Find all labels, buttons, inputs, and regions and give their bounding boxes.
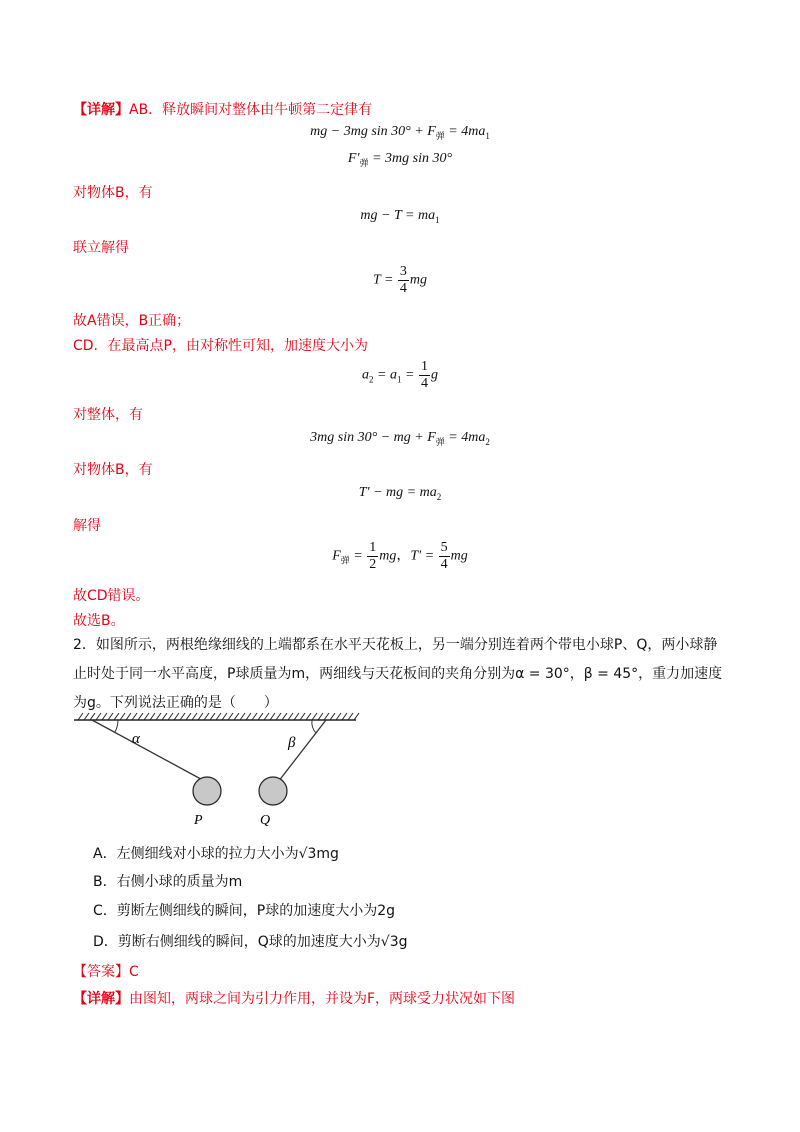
ceiling (74, 713, 359, 720)
ceiling-hatch-mark (78, 713, 83, 720)
equation-6: 3mg sin 30° − mg + $F_弹 = 4ma_2$ (310, 430, 490, 447)
question-2-stem (73, 631, 733, 718)
equation-5: $a_2 = a_1$ = $\frac{1}{4}$ g (362, 359, 438, 391)
text-solve-2: 解得 (73, 518, 101, 534)
beta-label: β (288, 735, 296, 751)
text-object-b-2: 对物体B，有 (73, 462, 153, 478)
ceiling-hatch-mark (258, 713, 263, 720)
equation-2: $F'_弹 = 3mg$ sin 30° (347, 151, 453, 168)
equation-3: mg − $T = ma_1$ (360, 208, 440, 225)
ceiling-hatch-mark (114, 713, 119, 720)
option-d: D．剪断右侧细线的瞬间，Q球的加速度大小为√3g (93, 934, 408, 950)
ceiling-hatch-mark (252, 713, 257, 720)
ceiling-hatch-mark (144, 713, 149, 720)
ceiling-hatch-mark (138, 713, 143, 720)
ceiling-hatch-mark (192, 713, 197, 720)
ceiling-hatch-mark (342, 713, 347, 720)
ceiling-hatch-mark (336, 713, 341, 720)
text-cd-wrong: 故CD错误。 (73, 588, 150, 604)
ceiling-hatch-mark (90, 713, 95, 720)
ceiling-hatch-mark (120, 713, 125, 720)
ceiling-hatch-mark (132, 713, 137, 720)
ceiling-hatch-mark (84, 713, 89, 720)
equation-1: mg − 3mg $\sin 30^\circ + F_弹 = 4ma_1$ (310, 124, 490, 141)
label-p: P (194, 813, 203, 827)
ceiling-hatch-mark (294, 713, 299, 720)
ceiling-hatch-mark (150, 713, 155, 720)
beta-arc (312, 720, 316, 733)
ceiling-hatch-mark (300, 713, 305, 720)
ceiling-hatch-mark (354, 713, 359, 720)
ceiling-hatch-mark (210, 713, 215, 720)
pendulum-figure (74, 712, 364, 827)
answer-line: 【答案】C (73, 964, 139, 980)
ceiling-hatch-mark (204, 713, 209, 720)
text-whole: 对整体，有 (73, 407, 143, 423)
ceiling-hatch-mark (324, 713, 329, 720)
ceiling-hatch-mark (246, 713, 251, 720)
ceiling-hatch-mark (102, 713, 107, 720)
text-a-wrong-b-right: 故A错误，B正确； (73, 313, 191, 329)
ceiling-hatch-mark (228, 713, 233, 720)
alpha-label: α (132, 731, 140, 747)
ceiling-hatch-mark (276, 713, 281, 720)
left-thread (92, 720, 210, 784)
text-cd-highest-point: CD．在最高点P，由对称性可知，加速度大小为 (73, 338, 368, 354)
ball-p (193, 777, 221, 805)
text-object-b-1: 对物体B，有 (73, 185, 153, 201)
text-choose-b: 故选B。 (73, 613, 125, 629)
ceiling-hatch-mark (108, 713, 113, 720)
ceiling-hatch-mark (264, 713, 269, 720)
ceiling-hatch-mark (216, 713, 221, 720)
detail-line: 【详解】由图知，两球之间为引力作用，并设为F，两球受力状况如下图 (73, 991, 516, 1007)
ceiling-hatch-mark (234, 713, 239, 720)
ceiling-hatch-mark (306, 713, 311, 720)
ceiling-hatch-mark (162, 713, 167, 720)
ceiling-hatch-mark (180, 713, 185, 720)
ceiling-hatch-mark (348, 713, 353, 720)
ceiling-hatch-mark (126, 713, 131, 720)
equation-7: T′ − mg = $ma_2$ (358, 485, 442, 502)
equation-4: T = $\frac{3}{4}$ mg (372, 264, 428, 296)
option-a: A．左侧细线对小球的拉力大小为√3mg (93, 846, 339, 862)
right-thread (278, 720, 326, 782)
ceiling-hatch-mark (282, 713, 287, 720)
solution-heading: 【详解】AB．释放瞬间对整体由牛顿第二定律有 (73, 102, 373, 118)
question-2-line-3: 为g。下列说法正确的是（ ） (73, 695, 278, 711)
ceiling-hatch-mark (168, 713, 173, 720)
ceiling-hatch-mark (174, 713, 179, 720)
option-c: C．剪断左侧细线的瞬间，P球的加速度大小为2g (93, 903, 396, 919)
ceiling-hatch-mark (198, 713, 203, 720)
question-2-line-2: 止时处于同一水平高度，P球质量为m，两细线与天花板间的夹角分别为α = 30°，β = 45°，重力加速度 (73, 666, 723, 682)
ceiling-hatch-mark (222, 713, 227, 720)
ceiling-hatch-mark (240, 713, 245, 720)
text-solve-1: 联立解得 (73, 240, 129, 256)
alpha-arc (115, 720, 118, 732)
ceiling-hatch-mark (318, 713, 323, 720)
option-b: B．右侧小球的质量为m (93, 874, 243, 890)
ceiling-hatch-mark (330, 713, 335, 720)
ceiling-hatch-mark (186, 713, 191, 720)
ceiling-hatch-mark (312, 713, 317, 720)
equation-8: $F_弹$ = $\frac{1}{2}$ mg，T′ = $\frac{5}{4}$ mg (332, 540, 468, 572)
ceiling-hatch-mark (156, 713, 161, 720)
ceiling-hatch-mark (288, 713, 293, 720)
question-2-line-1: 2．如图所示，两根绝缘细线的上端都系在水平天花板上，另一端分别连着两个带电小球P、Q，两小球静 (73, 637, 718, 653)
ceiling-hatch-mark (270, 713, 275, 720)
ceiling-hatch-mark (96, 713, 101, 720)
label-q: Q (260, 813, 271, 827)
ball-q (259, 777, 287, 805)
